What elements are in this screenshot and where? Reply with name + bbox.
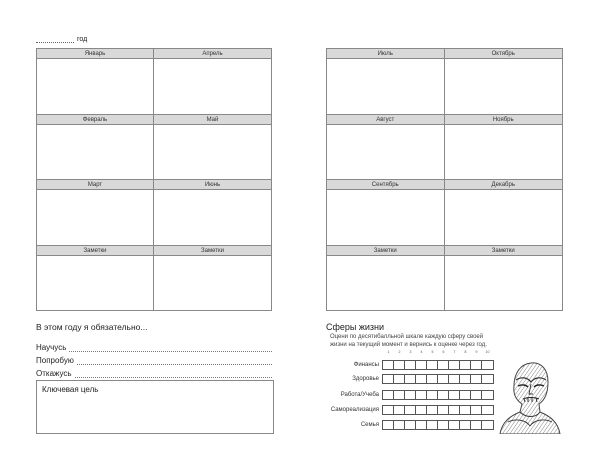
month-header: Декабрь: [445, 180, 563, 190]
sphere-label: Семья: [360, 422, 379, 428]
rating-boxes[interactable]: [382, 420, 494, 430]
titan-bust-illustration: [498, 356, 562, 434]
month-notes-area[interactable]: [154, 190, 271, 245]
year-field[interactable]: [36, 36, 87, 43]
months-grid-right: [326, 48, 563, 311]
month-notes-area[interactable]: [154, 125, 271, 180]
month-notes-area[interactable]: [327, 59, 444, 114]
commitments-section: [36, 322, 272, 378]
month-notes-area[interactable]: [327, 190, 444, 245]
life-spheres-section: [326, 322, 564, 349]
scale-number: 8: [464, 350, 467, 354]
sphere-row-self-realization: [326, 405, 494, 415]
notes-header: Заметки: [445, 246, 563, 256]
month-header: Октябрь: [445, 49, 563, 59]
life-spheres-title: Сферы жизни: [326, 322, 385, 332]
notes-header: Заметки: [154, 246, 271, 256]
sphere-label: Работа/Учеба: [340, 392, 379, 398]
sphere-row-finance: [326, 360, 494, 370]
scale-number: 2: [398, 350, 401, 354]
scale-number: 7: [453, 350, 456, 354]
notes-area[interactable]: [37, 256, 153, 311]
notes-header: Заметки: [37, 246, 153, 256]
month-header: Февраль: [37, 115, 153, 125]
month-cell[interactable]: [37, 49, 154, 115]
notes-cell[interactable]: [154, 246, 271, 311]
commitment-line-quit[interactable]: [36, 365, 272, 378]
commitment-label: Попробую: [36, 356, 74, 365]
month-header: Апрель: [154, 49, 271, 59]
notes-area[interactable]: [154, 256, 271, 311]
month-cell[interactable]: [154, 180, 271, 246]
notes-header: Заметки: [327, 246, 444, 256]
month-notes-area[interactable]: [445, 59, 563, 114]
write-in-line[interactable]: [69, 344, 272, 352]
notes-cell[interactable]: [37, 246, 154, 311]
month-cell[interactable]: [445, 115, 563, 181]
month-notes-area[interactable]: [445, 125, 563, 180]
commitment-label: Научусь: [36, 343, 67, 352]
month-notes-area[interactable]: [37, 190, 153, 245]
scale-number: 1: [387, 350, 390, 354]
year-label: год: [77, 36, 88, 43]
notes-area[interactable]: [327, 256, 444, 311]
rating-boxes[interactable]: [382, 405, 494, 415]
rating-boxes[interactable]: [382, 390, 494, 400]
month-cell[interactable]: [37, 115, 154, 181]
sphere-row-work: [326, 390, 494, 400]
key-goal-label: Ключевая цель: [42, 385, 99, 394]
sphere-label: Финансы: [353, 362, 379, 368]
month-notes-area[interactable]: [154, 59, 271, 114]
rating-boxes[interactable]: [382, 374, 494, 384]
notes-area[interactable]: [445, 256, 563, 311]
month-cell[interactable]: [154, 49, 271, 115]
sphere-label: Здоровье: [352, 376, 379, 382]
month-notes-area[interactable]: [37, 125, 153, 180]
month-notes-area[interactable]: [445, 190, 563, 245]
scale-number: 9: [475, 350, 478, 354]
month-cell[interactable]: [445, 180, 563, 246]
month-header: Август: [327, 115, 444, 125]
sphere-label: Самореализация: [330, 407, 379, 413]
rating-boxes[interactable]: [382, 360, 494, 370]
month-header: Сентябрь: [327, 180, 444, 190]
scale-number: 4: [420, 350, 423, 354]
write-in-line[interactable]: [77, 357, 272, 365]
month-header: Июнь: [154, 180, 271, 190]
month-cell[interactable]: [327, 115, 445, 181]
month-cell[interactable]: [445, 49, 563, 115]
month-notes-area[interactable]: [327, 125, 444, 180]
commitments-title: В этом году я обязательно...: [36, 322, 148, 332]
sphere-row-family: [326, 420, 494, 430]
scale-number: 6: [442, 350, 445, 354]
month-header: Июль: [327, 49, 444, 59]
month-cell[interactable]: [327, 180, 445, 246]
month-header: Март: [37, 180, 153, 190]
sphere-row-health: [326, 374, 494, 384]
scale-number: 10: [485, 350, 490, 354]
months-grid-left: [36, 48, 272, 311]
month-notes-area[interactable]: [37, 59, 153, 114]
month-cell[interactable]: [327, 49, 445, 115]
commitment-label: Откажусь: [36, 369, 72, 378]
month-header: Январь: [37, 49, 153, 59]
commitment-line-learn[interactable]: [36, 339, 272, 352]
scale-numbers: [383, 350, 493, 354]
life-spheres-instructions: Оцени по десятибалльной шкале каждую сферу своей жизни на текущий момент и вернись к оценке через год.: [330, 334, 487, 348]
write-in-line[interactable]: [75, 370, 272, 378]
month-cell[interactable]: [37, 180, 154, 246]
key-goal-box[interactable]: [36, 380, 274, 434]
scale-number: 5: [431, 350, 434, 354]
month-cell[interactable]: [154, 115, 271, 181]
commitment-line-try[interactable]: [36, 352, 272, 365]
notes-cell[interactable]: [445, 246, 563, 311]
scale-number: 3: [409, 350, 412, 354]
notes-cell[interactable]: [327, 246, 445, 311]
year-blank[interactable]: [36, 36, 74, 43]
month-header: Май: [154, 115, 271, 125]
month-header: Ноябрь: [445, 115, 563, 125]
